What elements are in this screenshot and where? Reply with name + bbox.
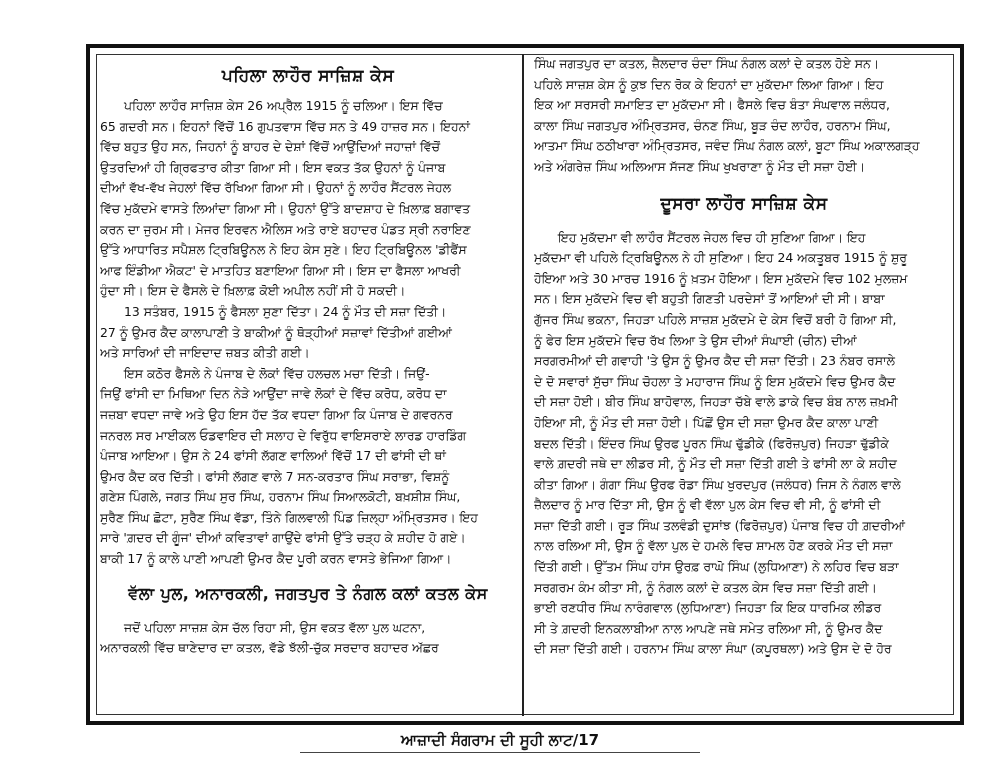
text-line: ਆਤਮਾ ਸਿੰਘ ਠਠੀਖਾਰਾ ਅੰਮ੍ਰਿਤਸਰ, ਜਵੰਦ ਸਿੰਘ ਨੰਗਲ ਕਲਾਂ, ਬੂਟਾ ਸਿੰਘ ਅਕਾਲਗੜ੍ਹ [534,138,920,154]
text-line: ਆਫ ਇੰਡੀਆ ਐਕਟ' ਦੇ ਮਾਤਹਿਤ ਬਣਾਇਆ ਗਿਆ ਸੀ। ਇਸ ਦਾ ਫੈਸਲਾ ਆਖਰੀ [100,262,461,278]
paragraph-3 [100,364,516,570]
text-line: ਭਾਈ ਰਣਧੀਰ ਸਿੰਘ ਨਾਰੰਗਵਾਲ (ਲੁਧਿਆਣਾ) ਜਿਹੜਾ ਕਿ ਇਕ ਧਾਰਮਿਕ ਲੀਡਰ [534,600,882,616]
text-line: 27 ਨੂੰ ਉਮਰ ਕੈਦ ਕਾਲਾਪਾਣੀ ਤੇ ਬਾਕੀਆਂ ਨੂੰ ਥੋੜ੍ਹੀਆਂ ਸਜ਼ਾਵਾਂ ਦਿੱਤੀਆਂ ਗਈਆਂ [100,324,452,340]
text-line: ਜਨਰਲ ਸਰ ਮਾਈਕਲ ਓਡਵਾਇਰ ਦੀ ਸਲਾਹ ਦੇ ਵਿਰੁੱਧ ਵਾਇਸਰਾਏ ਲਾਰਡ ਹਾਰਡਿੰਗ [100,427,467,443]
text-line: ਅਨਾਰਕਲੀ ਵਿੱਚ ਥਾਣੇਦਾਰ ਦਾ ਕਤਲ, ਵੱਡੇ ਝੱਲੀ-ਚੁੱਕ ਸਰਦਾਰ ਬਹਾਦਰ ਅੱਛਰ [100,640,439,656]
text-line: ਅਤੇ ਅੰਗਰੇਜ਼ ਸਿੰਘ ਅਲਿਆਸ ਸੱਜਣ ਸਿੰਘ ਖੁਖਰਾਣਾ ਨੂੰ ਮੌਤ ਦੀ ਸਜ਼ਾ ਹੋਈ। [534,158,865,174]
text-line: ਅਤੇ ਸਾਰਿਆਂ ਦੀ ਜਾਇਦਾਦ ਜ਼ਬਤ ਕੀਤੀ ਗਈ। [100,345,310,361]
paragraph-5 [534,54,954,178]
text-line: ਨਾਲ ਰਲਿਆ ਸੀ, ਉਸ ਨੂੰ ਵੱਲਾ ਪੁਲ ਦੇ ਹਮਲੇ ਵਿਚ ਸ਼ਾਮਲ ਹੋਣ ਕਰਕੇ ਮੌਤ ਦੀ ਸਜ਼ਾ [534,538,893,554]
text-line: ਹੋਇਆ ਅਤੇ 30 ਮਾਰਚ 1916 ਨੂੰ ਖ਼ਤਮ ਹੋਇਆ। ਇਸ ਮੁਕੱਦਮੇ ਵਿਚ 102 ਮੁਲਜ਼ਮ [534,270,908,286]
text-line: ਉੱਤੇ ਆਧਾਰਿਤ ਸਪੈਸ਼ਲ ਟ੍ਰਿਬਿਊਨਲ ਨੇ ਇਹ ਕੇਸ ਸੁਣੇ। ਇਹ ਟ੍ਰਿਬਿਊਨਲ 'ਡੀਫੈਂਸ [100,242,467,258]
text-line: ਜ਼ੈਲਦਾਰ ਨੂੰ ਮਾਰ ਦਿੱਤਾ ਸੀ, ਉਸ ਨੂੰ ਵੀ ਵੱਲਾ ਪੁਲ ਕੇਸ ਵਿਚ ਵੀ ਸੀ, ਨੂੰ ਫਾਂਸੀ ਦੀ [534,497,881,513]
text-line: ਉਤਰਦਿਆਂ ਹੀ ਗ੍ਰਿਫਤਾਰ ਕੀਤਾ ਗਿਆ ਸੀ। ਇਸ ਵਕਤ ਤੱਕ ਉਹਨਾਂ ਨੂੰ ਪੰਜਾਬ [100,159,446,175]
text-line: ਇਕ ਆ ਸਰਸਰੀ ਸਮਾਇਤ ਦਾ ਮੁਕੱਦਮਾ ਸੀ। ਫੈਸਲੇ ਵਿਚ ਬੰਤਾ ਸੰਘਵਾਲ ਜਲੰਧਰ, [534,97,890,113]
text-line: ਜਦੋਂ ਪਹਿਲਾ ਸਾਜ਼ਸ਼ ਕੇਸ ਚੱਲ ਰਿਹਾ ਸੀ, ਉਸ ਵਕਤ ਵੱਲਾ ਪੁਲ ਘਟਨਾ, [124,619,426,635]
text-line: ਸਿੰਘ ਜਗਤਪੁਰ ਦਾ ਕਤਲ, ਜ਼ੈਲਦਾਰ ਚੰਦਾ ਸਿੰਘ ਨੰਗਲ ਕਲਾਂ ਦੇ ਕਤਲ ਹੋਏ ਸਨ। [534,56,880,71]
text-line: ਕੀਤਾ ਗਿਆ। ਗੰਗਾ ਸਿੰਘ ਉਰਫ ਰੋਡਾ ਸਿੰਘ ਖੁਰਦਪੁਰ (ਜਲੰਧਰ) ਜਿਸ ਨੇ ਨੰਗਲ ਵਾਲੇ [534,476,901,492]
paragraph-6 [534,228,954,660]
text-line: ਦੀਆਂ ਵੱਖ-ਵੱਖ ਜੇਹਲਾਂ ਵਿੱਚ ਰੱਖਿਆ ਗਿਆ ਸੀ। ਉਹਨਾਂ ਨੂੰ ਲਾਹੌਰ ਸੈਂਟਰਲ ਜੇਹਲ [100,180,451,196]
text-line: ਸਰਗਰਮ ਕੰਮ ਕੀਤਾ ਸੀ, ਨੂੰ ਨੰਗਲ ਕਲਾਂ ਦੇ ਕਤਲ ਕੇਸ ਵਿਚ ਸਜ਼ਾ ਦਿੱਤੀ ਗਈ। [534,579,877,595]
text-line: ਜਜ਼ਬਾ ਵਧਦਾ ਜਾਵੇ ਅਤੇ ਉਹ ਇਸ ਹੱਦ ਤੱਕ ਵਧਦਾ ਗਿਆ ਕਿ ਪੰਜਾਬ ਦੇ ਗਵਰਨਰ [100,406,453,422]
text-line: ਦਿੱਤੀ ਗਈ। ਉੱਤਮ ਸਿੰਘ ਹਾਂਸ ਉਰਫ਼ ਰਾਘੋ ਸਿੰਘ (ਲੁਧਿਆਣਾ) ਨੇ ਲਹਿਰ ਵਿਚ ਬੜਾ [534,559,899,575]
right-column [534,54,954,660]
text-line: ਮੁਕੱਦਮਾ ਵੀ ਪਹਿਲੇ ਟ੍ਰਿਬਿਊਨਲ ਨੇ ਹੀ ਸੁਣਿਆ। ਇਹ 24 ਅਕਤੂਬਰ 1915 ਨੂੰ ਸ਼ੁਰੂ [534,250,907,266]
text-line: ਇਹ ਮੁਕੱਦਮਾ ਵੀ ਲਾਹੌਰ ਸੈਂਟਰਲ ਜੇਹਲ ਵਿਚ ਹੀ ਸੁਣਿਆ ਗਿਆ। ਇਹ [558,229,866,245]
text-line: ਹੋਇਆ ਸੀ, ਨੂੰ ਮੌਤ ਦੀ ਸਜ਼ਾ ਹੋਈ। ਪਿੱਛੋਂ ਉਸ ਦੀ ਸਜ਼ਾ ਉਮਰ ਕੈਦ ਕਾਲਾ ਪਾਣੀ [534,414,879,430]
text-line: ਕਰਨ ਦਾ ਜੁਰਮ ਸੀ। ਮੇਜਰ ਇਰਵਨ ਐਲਿਸ ਅਤੇ ਰਾਏ ਬਹਾਦਰ ਪੰਡਤ ਸ੍ਰੀ ਨਰਾਇਣ [100,221,471,237]
text-line: ਸੀ ਤੇ ਗ਼ਦਰੀ ਇਨਕਲਾਬੀਆ ਨਾਲ ਆਪਣੇ ਜਥੇ ਸਮੇਤ ਰਲਿਆ ਸੀ, ਨੂੰ ਉਮਰ ਕੈਦ [534,620,883,636]
text-line: ਸਰਗਰਮੀਆਂ ਦੀ ਗਵਾਹੀ 'ਤੇ ਉਸ ਨੂੰ ਉਮਰ ਕੈਦ ਦੀ ਸਜ਼ਾ ਦਿੱਤੀ। 23 ਨੰਬਰ ਰਸਾਲੇ [534,353,895,369]
text-line: ਹੁੰਦਾ ਸੀ। ਇਸ ਦੇ ਫੈਸਲੇ ਦੇ ਖ਼ਿਲਾਫ਼ ਕੋਈ ਅਪੀਲ ਨਹੀਂ ਸੀ ਹੋ ਸਕਦੀ। [100,283,406,299]
text-line: ਪਹਿਲੇ ਸਾਜ਼ਸ਼ ਕੇਸ ਨੂੰ ਕੁਝ ਦਿਨ ਰੋਕ ਕੇ ਇਹਨਾਂ ਦਾ ਮੁਕੱਦਮਾ ਲਿਆ ਗਿਆ। ਇਹ [534,76,884,92]
text-line: 65 ਗਦਰੀ ਸਨ। ਇਹਨਾਂ ਵਿੱਚੋਂ 16 ਗੁਪਤਵਾਸ ਵਿੱਚ ਸਨ ਤੇ 49 ਹਾਜ਼ਰ ਸਨ। ਇਹਨਾਂ [100,118,470,134]
section-heading-second-lahore-conspiracy: ਦੂਸਰਾ ਲਾਹੌਰ ਸਾਜ਼ਿਸ਼ ਕੇਸ [660,193,828,214]
footer-underline [300,752,700,753]
text-line: ਸਜ਼ਾ ਦਿੱਤੀ ਗਈ। ਰੂੜ ਸਿੰਘ ਤਲਵੰਡੀ ਦੁਸਾਂਝ (ਫਿਰੋਜ਼ਪੁਰ) ਪੰਜਾਬ ਵਿਚ ਹੀ ਗ਼ਦਰੀਆਂ [534,517,905,533]
text-line: ਵਿੱਚ ਬਹੁਤ ਉਹ ਸਨ, ਜਿਹਨਾਂ ਨੂੰ ਬਾਹਰ ਦੇ ਦੇਸ਼ਾਂ ਵਿੱਚੋਂ ਆਉਂਦਿਆਂ ਜਹਾਜ਼ਾਂ ਵਿੱਚੋਂ [100,139,441,155]
text-line: ਇਸ ਕਠੋਰ ਫੈਸਲੇ ਨੇ ਪੰਜਾਬ ਦੇ ਲੋਕਾਂ ਵਿੱਚ ਹਲਚਲ ਮਚਾ ਦਿੱਤੀ। ਜਿਉਂ- [124,365,430,381]
text-line: ਦੇ ਦੋ ਸਵਾਰਾਂ ਸੁੱਚਾ ਸਿੰਘ ਚੋਹਲਾ ਤੇ ਮਹਾਰਾਜ ਸਿੰਘ ਨੂੰ ਇਸ ਮੁਕੱਦਮੇ ਵਿਚ ਉਮਰ ਕੈਦ [534,373,896,389]
text-line: ਸਨ। ਇਸ ਮੁਕੱਦਮੇ ਵਿਚ ਵੀ ਬਹੁਤੀ ਗਿਣਤੀ ਪਰਦੇਸਾਂ ਤੋਂ ਆਇਆਂ ਦੀ ਸੀ। ਬਾਬਾ [534,291,885,307]
text-line: ਬਾਕੀ 17 ਨੂੰ ਕਾਲੇ ਪਾਣੀ ਆਪਣੀ ਉਮਰ ਕੈਦ ਪੂਰੀ ਕਰਨ ਵਾਸਤੇ ਭੇਜਿਆ ਗਿਆ। [100,551,452,567]
text-line: ਪਹਿਲਾ ਲਾਹੌਰ ਸਾਜ਼ਿਸ਼ ਕੇਸ 26 ਅਪ੍ਰੈਲ 1915 ਨੂੰ ਚਲਿਆ। ਇਸ ਵਿੱਚ [124,98,443,113]
text-line: ਪੰਜਾਬ ਆਇਆ। ਉਸ ਨੇ 24 ਫਾਂਸੀ ਲੱਗਣ ਵਾਲਿਆਂ ਵਿੱਚੋਂ 17 ਦੀ ਫਾਂਸੀ ਦੀ ਥਾਂ [100,448,446,464]
text-line: ਗਣੇਸ਼ ਪਿੰਗਲੇ, ਜਗਤ ਸਿੰਘ ਸੁਰ ਸਿੰਘ, ਹਰਨਾਮ ਸਿੰਘ ਸਿਆਲਕੋਟੀ, ਬਖ਼ਸ਼ੀਸ਼ ਸਿੰਘ, [100,489,461,505]
column-divider [522,54,524,716]
text-line: ਵਿੱਚ ਮੁਕੱਦਮੇ ਵਾਸਤੇ ਲਿਆਂਦਾ ਗਿਆ ਸੀ। ਉਹਨਾਂ ਉੱਤੇ ਬਾਦਸ਼ਾਹ ਦੇ ਖ਼ਿਲਾਫ਼ ਬਗਾਵਤ [100,200,471,216]
text-line: ਉਮਰ ਕੈਦ ਕਰ ਦਿੱਤੀ। ਫਾਂਸੀ ਲੱਗਣ ਵਾਲੇ 7 ਸਨ-ਕਰਤਾਰ ਸਿੰਘ ਸਰਾਭਾ, ਵਿਸ਼ਨੂੰ [100,468,450,484]
paragraph-2 [100,302,516,364]
text-line: ਗੁੱਜਰ ਸਿੰਘ ਭਕਨਾ, ਜਿਹੜਾ ਪਹਿਲੇ ਸਾਜ਼ਸ਼ ਮੁਕੱਦਮੇ ਦੇ ਕੇਸ ਵਿਚੋਂ ਬਰੀ ਹੋ ਗਿਆ ਸੀ, [534,311,897,327]
left-column [100,54,516,659]
text-line: ਦੀ ਸਜ਼ਾ ਦਿੱਤੀ ਗਈ। ਹਰਨਾਮ ਸਿੰਘ ਕਾਲਾ ਸੰਘਾ (ਕਪੂਰਥਲਾ) ਅਤੇ ਉਸ ਦੇ ਦੋ ਹੋਰ [534,641,892,657]
text-line: ਦੀ ਸਜ਼ਾ ਹੋਈ। ਬੀਰ ਸਿੰਘ ਬਾਹੋਵਾਲ, ਜਿਹੜਾ ਚੱਬੇ ਵਾਲੇ ਡਾਕੇ ਵਿਚ ਬੰਬ ਨਾਲ ਜ਼ਖ਼ਮੀ [534,394,898,410]
section-heading-first-lahore-conspiracy: ਪਹਿਲਾ ਲਾਹੌਰ ਸਾਜ਼ਿਸ਼ ਕੇਸ [221,66,395,86]
text-line: ਕਾਲਾ ਸਿੰਘ ਜਗਤਪੁਰ ਅੰਮ੍ਰਿਤਸਰ, ਚੰਨਣ ਸਿੰਘ, ਬੂੜ ਚੰਦ ਲਾਹੌਰ, ਹਰਨਾਮ ਸਿੰਘ, [534,117,891,133]
text-line: 13 ਸਤੰਬਰ, 1915 ਨੂੰ ਫੈਸਲਾ ਸੁਣਾ ਦਿੱਤਾ। 24 ਨੂੰ ਮੌਤ ਦੀ ਸਜ਼ਾ ਦਿੱਤੀ। [124,303,447,319]
section-heading-walla-bridge-case: ਵੱਲਾ ਪੁਲ, ਅਨਾਰਕਲੀ, ਜਗਤਪੁਰ ਤੇ ਨੰਗਲ ਕਲਾਂ ਕਤਲ ਕੇਸ [128,583,488,603]
text-line: ਸਾਰੇ 'ਗ਼ਦਰ ਦੀ ਗੂੰਜ' ਦੀਆਂ ਕਵਿਤਾਵਾਂ ਗਾਉਂਦੇ ਫਾਂਸੀ ਉੱਤੇ ਚੜ੍ਹ ਕੇ ਸ਼ਹੀਦ ਹੋ ਗਏ। [100,530,466,546]
paragraph-4 [100,618,516,659]
text-line: ਨੂੰ ਫੇਰ ਇਸ ਮੁਕੱਦਮੇ ਵਿਚ ਰੱਖ ਲਿਆ ਤੇ ਉਸ ਦੀਆਂ ਸੰਘਾਈ (ਚੀਨ) ਦੀਆਂ [534,332,857,348]
text-line: ਜਿਉਂ ਫਾਂਸੀ ਦਾ ਮਿਥਿਆ ਦਿਨ ਨੇੜੇ ਆਉਂਦਾ ਜਾਵੇ ਲੋਕਾਂ ਦੇ ਵਿੱਚ ਕਰੋਧ, ਕਰੋਧ ਦਾ [100,386,447,402]
text-line: ਵਾਲੇ ਗ਼ਦਰੀ ਜਥੇ ਦਾ ਲੀਡਰ ਸੀ, ਨੂੰ ਮੌਤ ਦੀ ਸਜ਼ਾ ਦਿੱਤੀ ਗਈ ਤੇ ਫਾਂਸੀ ਲਾ ਕੇ ਸ਼ਹੀਦ [534,456,897,472]
page-footer: ਆਜ਼ਾਦੀ ਸੰਗਰਾਮ ਦੀ ਸੂਹੀ ਲਾਟ/17 [400,731,600,749]
paragraph-1 [100,96,516,302]
text-line: ਬਦਲ ਦਿੱਤੀ। ਇੰਦਰ ਸਿੰਘ ਉਰਫ ਪੂਰਨ ਸਿੰਘ ਢੁੱਡੀਕੇ (ਫਿਰੋਜ਼ਪੁਰ) ਜਿਹੜਾ ਢੁੱਡੀਕੇ [534,435,889,451]
text-line: ਸੁਰੈਣ ਸਿੰਘ ਛੋਟਾ, ਸੁਰੈਣ ਸਿੰਘ ਵੱਡਾ, ਤਿੰਨੇ ਗਿਲਵਾਲੀ ਪਿੰਡ ਜ਼ਿਲ੍ਹਾ ਅੰਮ੍ਰਿਤਸਰ। ਇਹ [100,509,478,525]
